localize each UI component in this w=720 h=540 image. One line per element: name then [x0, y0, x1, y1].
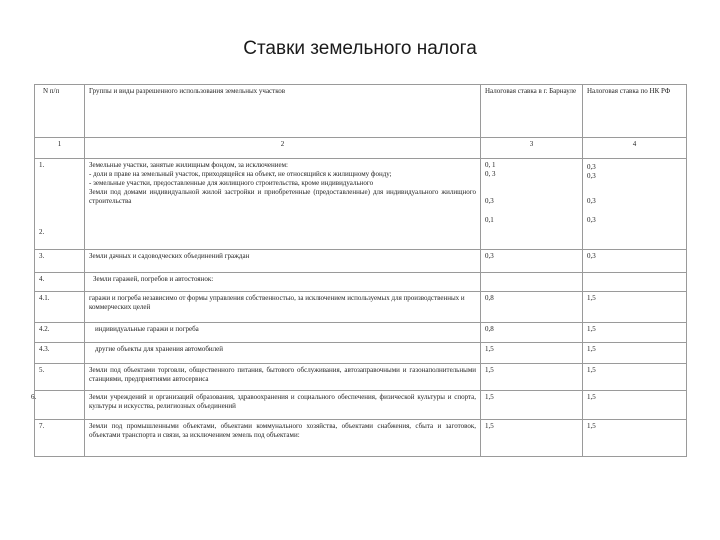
row-number: 4.1. — [35, 292, 85, 323]
land-type-text — [85, 343, 481, 364]
land-type-label: другие объекты для хранения автомобилей — [95, 345, 223, 353]
table-row — [35, 420, 687, 457]
land-type-text — [85, 323, 481, 343]
land-type-text: - земельные участки, предоставленные для жилищного строительства, кроме индивидуального — [89, 179, 374, 187]
row-number: 1. — [39, 161, 45, 169]
rate-value: 1,5 — [481, 364, 583, 391]
land-type-label: индивидуальные гаражи и погреба — [95, 325, 199, 333]
nk-rate-cell — [583, 159, 687, 250]
table-header-row — [35, 85, 687, 138]
table-row — [35, 273, 687, 292]
row-number: 3. — [35, 250, 85, 273]
rate-value: 0,3 — [587, 197, 596, 205]
row-number-cell — [31, 391, 85, 420]
page-title: Ставки земельного налога — [243, 38, 477, 59]
column-number: 4 — [583, 138, 687, 159]
table-row — [35, 391, 687, 420]
land-type-text: гаражи и погреба независимо от формы управления собственностью, за исключением используемых для производственных и коммерческих целей — [85, 292, 481, 323]
rate-value: 0,3 — [485, 197, 494, 205]
header-barnaul-rate: Налоговая ставка в г. Барнауле — [481, 85, 583, 138]
rate-value: 1,5 — [583, 364, 687, 391]
header-nk-rate: Налоговая ставка по НК РФ — [583, 85, 687, 138]
land-type-text: Земельные участки, занятые жилищным фондом, за исключением: — [89, 161, 288, 169]
land-type-text — [85, 273, 481, 292]
row-number: 2. — [39, 228, 45, 236]
rate-value: 0, 3 — [485, 170, 496, 178]
table-row — [35, 364, 687, 391]
table-row — [35, 323, 687, 343]
table-row — [35, 343, 687, 364]
rate-value: 0,3 — [587, 172, 596, 180]
rate-value: 0,8 — [481, 323, 583, 343]
row-number: 5. — [35, 364, 85, 391]
rate-value: 1,5 — [481, 343, 583, 364]
header-number: N п/п — [35, 85, 85, 138]
table-row — [35, 159, 687, 250]
rate-value: 1,5 — [583, 391, 687, 420]
row-number: 7. — [35, 420, 85, 457]
land-type-text: Земли под промышленными объектами, объектами коммунального хозяйства, объектами снабжения, сбыта и заготовок, объектами транспорта и связи, за исключением земель под объектами: — [85, 420, 481, 457]
rate-value: 0,3 — [587, 163, 596, 171]
rate-value: 0,1 — [485, 216, 494, 224]
land-tax-table — [31, 84, 687, 457]
rate-value: 0,8 — [481, 292, 583, 323]
table-row — [35, 250, 687, 273]
row-number: 4. — [35, 273, 85, 292]
land-type-cell — [85, 159, 481, 250]
row-number: 4.2. — [35, 323, 85, 343]
rate-value: 0,3 — [587, 216, 596, 224]
rate-value: 1,5 — [583, 292, 687, 323]
rate-value: 0,3 — [481, 250, 583, 273]
rate-value: 1,5 — [481, 391, 583, 420]
land-type-label: Земли гаражей, погребов и автостоянок: — [93, 275, 214, 283]
table-row — [35, 292, 687, 323]
land-type-text: Земли под домами индивидуальной жилой застройки и приобретенные (предоставленные) для индивидуального жилищного строительства — [89, 188, 476, 205]
row-number-cell — [35, 159, 85, 250]
header-land-groups: Группы и виды разрешенного использования земельных участков — [85, 85, 481, 138]
rate-value: 0, 1 — [485, 161, 496, 169]
barnaul-rate-cell — [481, 159, 583, 250]
rate-value: 1,5 — [583, 420, 687, 457]
rate-value: 1,5 — [481, 420, 583, 457]
land-type-text: - доли в праве на земельный участок, приходящейся на объект, не относящийся к жилищному фонду; — [89, 170, 392, 178]
empty-cell — [583, 273, 687, 292]
rate-value: 1,5 — [583, 323, 687, 343]
land-type-text: Земли дачных и садоводческих объединений граждан — [85, 250, 481, 273]
column-number: 3 — [481, 138, 583, 159]
column-number: 1 — [35, 138, 85, 159]
column-number: 2 — [85, 138, 481, 159]
land-type-text: Земли под объектами торговли, общественного питания, бытового обслуживания, автозаправочными и газонаполнительными станциями, предприятиями автосервиса — [85, 364, 481, 391]
rate-value: 1,5 — [583, 343, 687, 364]
row-number: 4.3. — [35, 343, 85, 364]
column-number-row — [35, 138, 687, 159]
empty-cell — [481, 273, 583, 292]
rate-value: 0,3 — [583, 250, 687, 273]
land-type-text: Земли учреждений и организаций образования, здравоохранения и социального обеспечения, физической культуры и спорта, культуры и искусства, религиозных объединений — [85, 391, 481, 420]
row-number: 6. — [31, 393, 37, 401]
